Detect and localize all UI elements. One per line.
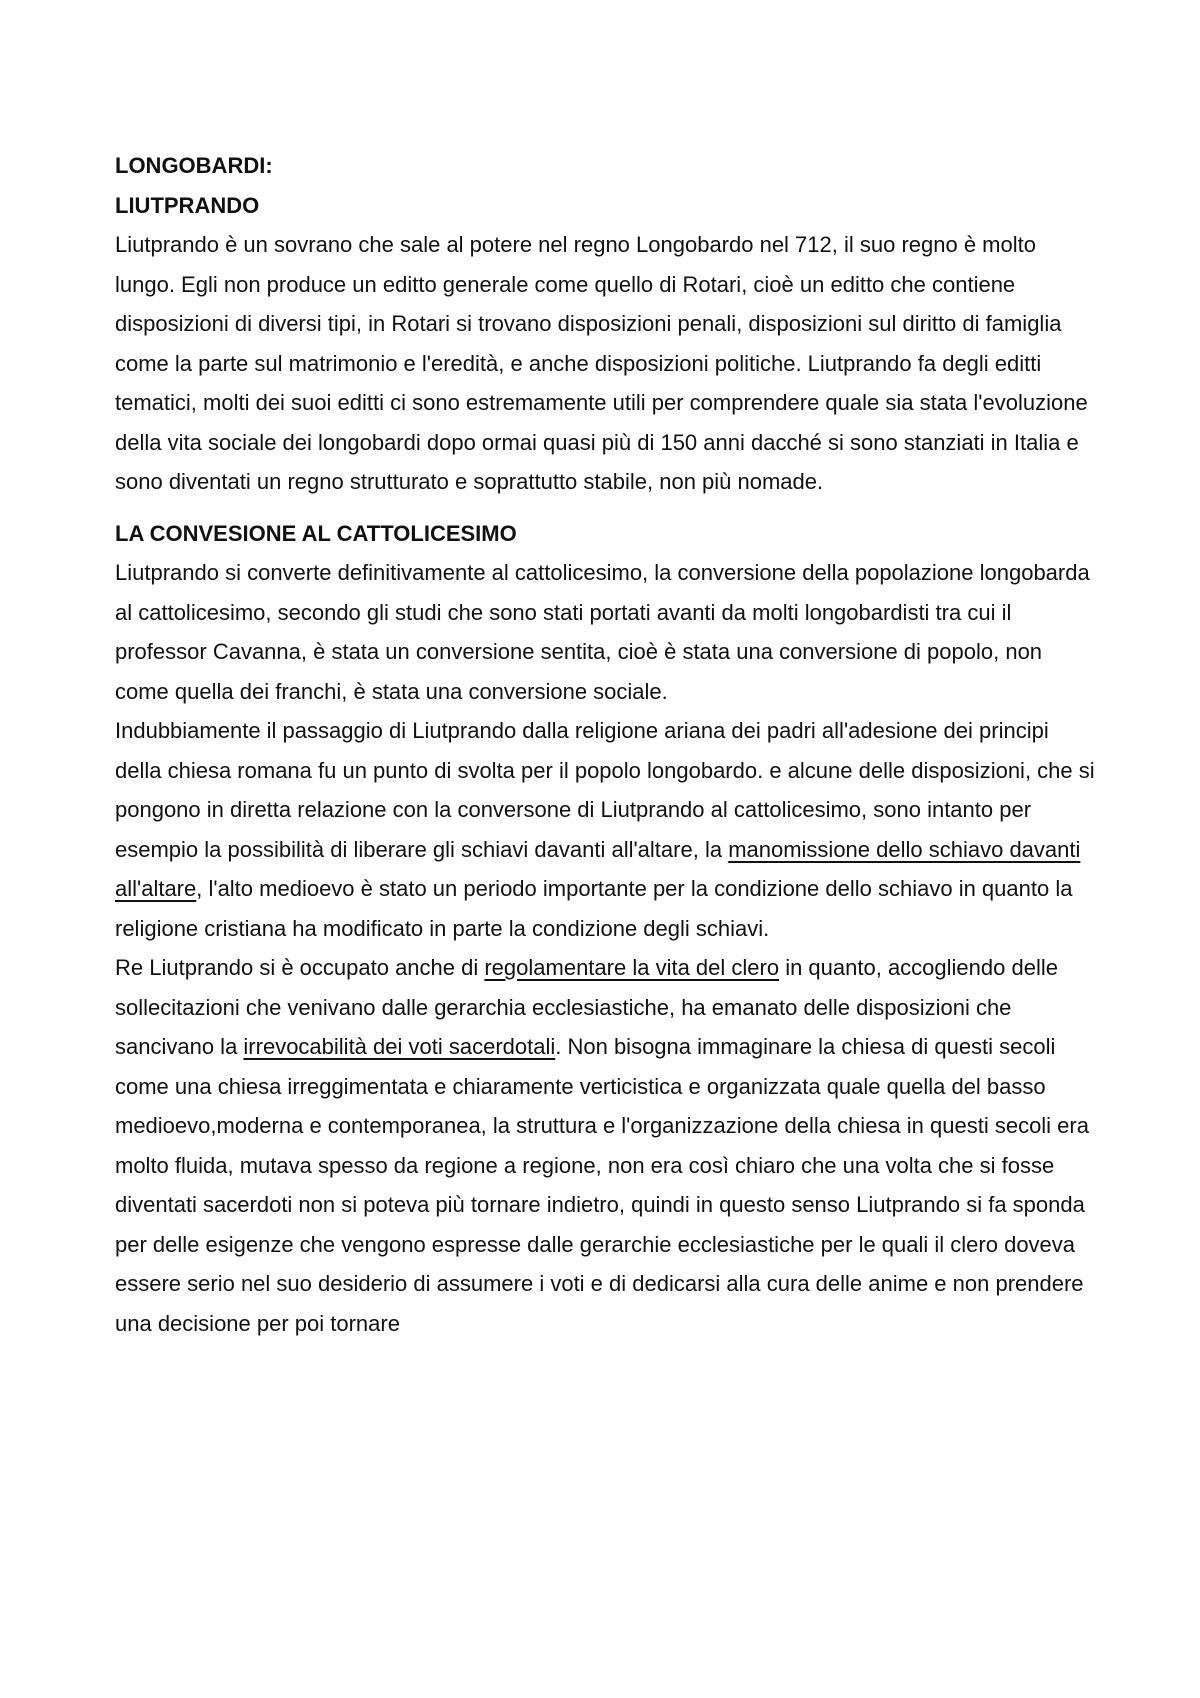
slaves-paragraph-text-after: , l'alto medioevo è stato un periodo importante per la condizione dello schiavo in quanto la religione cristiana ha modificato in parte la condizione degli schiavi. bbox=[115, 876, 1073, 941]
clergy-paragraph-text-middle: in quanto, accogliendo delle sollecitazioni che venivano dalle gerarchia ecclesiastiche, ha emanato delle disposizioni che sancivano la bbox=[115, 955, 1058, 1059]
document-title: LONGOBARDI: bbox=[115, 153, 273, 178]
underlined-phrase-voti: irrevocabilità dei voti sacerdotali bbox=[243, 1034, 556, 1059]
underlined-phrase-manomissione: manomissione dello schiavo davanti all'altare bbox=[115, 836, 1081, 901]
document-subtitle: LIUTPRANDO bbox=[115, 192, 260, 218]
clergy-paragraph bbox=[115, 948, 1100, 1343]
clergy-paragraph-text-after: . Non bisogna immaginare la chiesa di questi secoli come una chiesa irreggimentata e chiaramente verticistica e organizzata quale quella del basso medioevo,moderna e contemporanea, la struttura e l'organizzazione della chiesa in questi secoli era molto fluida, mutava spesso da regione a regione, non era così chiaro che una volta che si fosse diventati sacerdoti non si poteva più tornare indietro, quindi in questo senso Liutprando si fa sponda per delle esigenze che vengono espresse dalle gerarchie ecclesiastiche per le quali il clero doveva essere serio nel suo desiderio di assumere i voti e di dedicarsi alla cura delle anime e non prendere una decisione per poi tornare bbox=[115, 1034, 1089, 1336]
document-body bbox=[115, 146, 1100, 1343]
conversion-paragraph: Liutprando si converte definitivamente al cattolicesimo, la conversione della popolazione longobarda al cattolicesimo, secondo gli studi che sono stati portati avanti da molti longobardisti tra cui il professor Cavanna, è stata un conversione sentita, cioè è stata una conversione di popolo, non come quella dei franchi, è stata una conversione sociale. bbox=[115, 560, 1090, 704]
intro-paragraph: Liutprando è un sovrano che sale al potere nel regno Longobardo nel 712, il suo regno è molto lungo. Egli non produce un editto generale come quello di Rotari, cioè un editto che contiene disposizioni di diversi tipi, in Rotari si trovano disposizioni penali, disposizioni sul diritto di famiglia come la parte sul matrimonio e l'eredità, e anche disposizioni politiche. Liutprando fa degli editti tematici, molti dei suoi editti ci sono estremamente utili per comprendere quale sia stata l'evoluzione della vita sociale dei longobardi dopo ormai quasi più di 150 anni dacché si sono stanziati in Italia e sono diventati un regno strutturato e soprattutto stabile, non più nomade. bbox=[115, 232, 1088, 494]
slaves-paragraph bbox=[115, 711, 1100, 948]
underlined-phrase-clero: regolamentare la vita del clero bbox=[484, 955, 780, 980]
clergy-paragraph-text-before: Re Liutprando si è occupato anche di bbox=[115, 955, 485, 980]
section-heading: LA CONVESIONE AL CATTOLICESIMO bbox=[115, 520, 517, 546]
slaves-paragraph-text-before: Indubbiamente il passaggio di Liutprando dalla religione ariana dei padri all'adesione dei principi della chiesa romana fu un punto di svolta per il popolo longobardo. e alcune delle disposizioni, che si pongono in diretta relazione con la conversone di Liutprando al cattolicesimo, sono intanto per esempio la possibilità di liberare gli schiavi davanti all'altare, la bbox=[115, 718, 1095, 862]
